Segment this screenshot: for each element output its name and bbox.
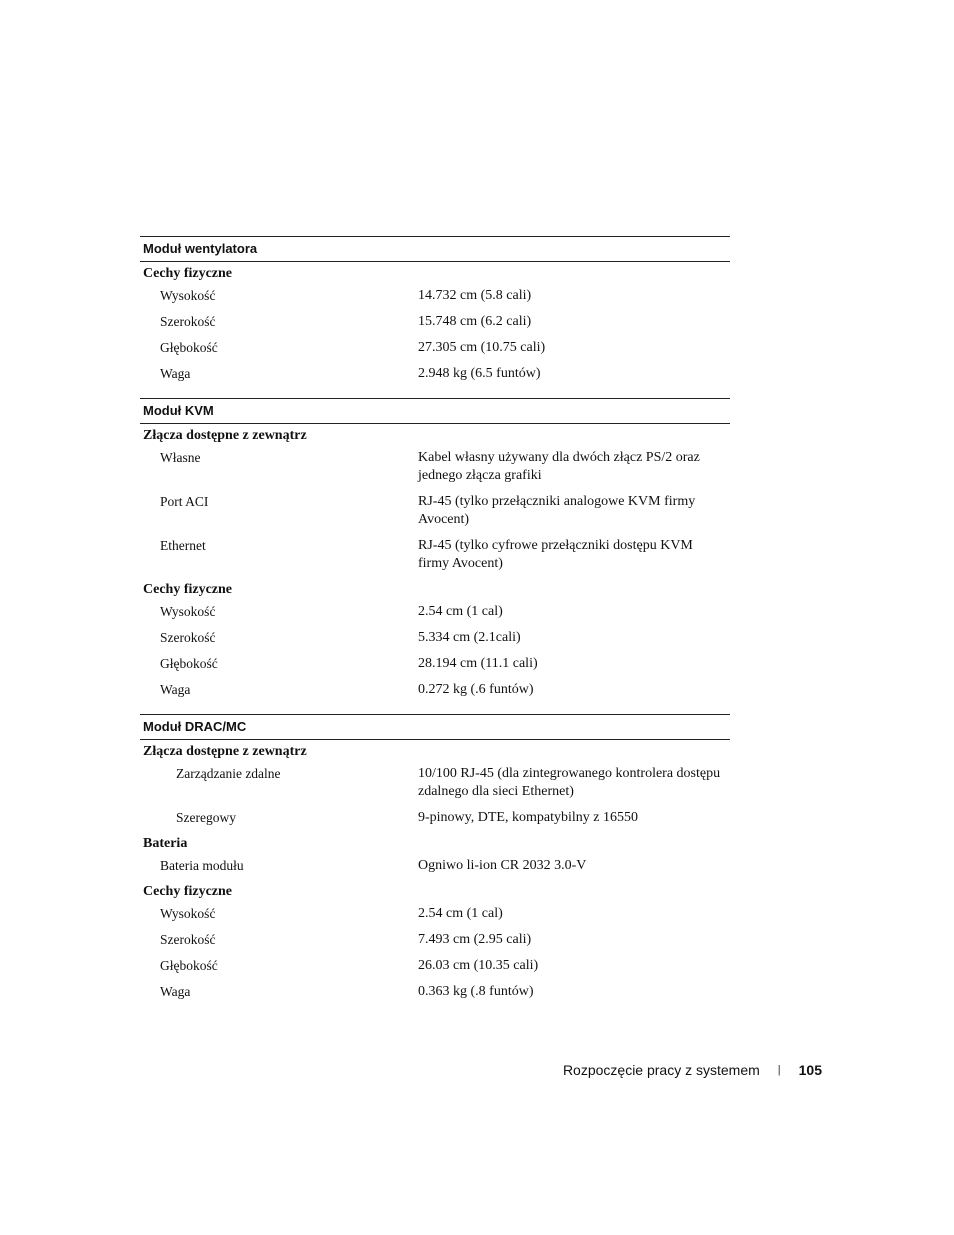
spec-row (140, 905, 730, 923)
spec-label: Szerokość (160, 932, 216, 947)
spec-value: 0.272 kg (.6 funtów) (418, 682, 534, 697)
spec-row (140, 957, 730, 975)
group-heading: Cechy fizyczne (143, 266, 233, 281)
spec-value: RJ-45 (tylko cyfrowe przełączniki dostępu KVM firmy Avocent) (418, 538, 693, 571)
spec-value: 10/100 RJ-45 (dla zintegrowanego kontrolera dostępu zdalnego dla sieci Ethernet) (418, 766, 721, 799)
spec-label: Głębokość (160, 340, 218, 355)
spec-value: 7.493 cm (2.95 cali) (418, 932, 532, 947)
spec-row (140, 931, 730, 949)
spec-value: Ogniwo li-ion CR 2032 3.0-V (418, 858, 587, 873)
spec-row (140, 449, 730, 485)
spec-value: RJ-45 (tylko przełączniki analogowe KVM firmy Avocent) (418, 494, 696, 527)
spec-label: Wysokość (160, 604, 216, 619)
spec-row (140, 765, 730, 801)
spec-row (140, 629, 730, 647)
spec-value: 26.03 cm (10.35 cali) (418, 958, 539, 973)
spec-label: Port ACI (160, 494, 209, 509)
spec-label: Waga (160, 682, 191, 697)
spec-value: 0.363 kg (.8 funtów) (418, 984, 534, 999)
spec-label: Głębokość (160, 656, 218, 671)
spec-label: Zarządzanie zdalne (176, 766, 281, 781)
spec-label: Wysokość (160, 906, 216, 921)
section-title: Moduł DRAC/MC (140, 714, 730, 740)
spec-label: Bateria modułu (160, 858, 244, 873)
spec-row (140, 339, 730, 357)
spec-table (140, 236, 730, 1009)
spec-label: Szerokość (160, 314, 216, 329)
spec-label: Ethernet (160, 538, 206, 553)
group-heading: Bateria (143, 836, 188, 851)
spec-value: 2.54 cm (1 cal) (418, 604, 503, 619)
spec-row (140, 365, 730, 383)
group-heading: Złącza dostępne z zewnątrz (143, 428, 307, 443)
spec-label: Waga (160, 984, 191, 999)
spec-label: Szeregowy (176, 810, 236, 825)
spec-value: Kabel własny używany dla dwóch złącz PS/2 oraz jednego złącza grafiki (418, 450, 700, 483)
spec-label: Waga (160, 366, 191, 381)
page-number: 105 (798, 1062, 822, 1078)
spec-value: 14.732 cm (5.8 cali) (418, 288, 532, 303)
spec-label: Wysokość (160, 288, 216, 303)
spec-label: Głębokość (160, 958, 218, 973)
spec-value: 28.194 cm (11.1 cali) (418, 656, 538, 671)
spec-row (140, 655, 730, 673)
spec-row (140, 857, 730, 875)
group-heading: Cechy fizyczne (143, 884, 233, 899)
spec-row (140, 493, 730, 529)
spec-value: 27.305 cm (10.75 cali) (418, 340, 546, 355)
section-drac-mc-module (140, 714, 730, 1001)
spec-row (140, 983, 730, 1001)
spec-row (140, 809, 730, 827)
spec-label: Szerokość (160, 630, 216, 645)
spec-row (140, 287, 730, 305)
spec-value: 9-pinowy, DTE, kompatybilny z 16550 (418, 810, 638, 825)
spec-row (140, 313, 730, 331)
spec-row (140, 603, 730, 621)
footer-separator: | (777, 1064, 781, 1076)
chapter-title: Rozpoczęcie pracy z systemem (562, 1062, 760, 1078)
group-heading: Złącza dostępne z zewnątrz (143, 744, 307, 759)
spec-label: Własne (160, 450, 201, 465)
section-title: Moduł KVM (140, 398, 730, 424)
section-fan-module (140, 236, 730, 383)
spec-value: 5.334 cm (2.1cali) (418, 630, 521, 645)
spec-value: 15.748 cm (6.2 cali) (418, 314, 532, 329)
spec-row (140, 537, 730, 573)
section-kvm-module (140, 398, 730, 699)
page-footer (500, 1061, 822, 1079)
section-title: Moduł wentylatora (140, 236, 730, 262)
spec-value: 2.948 kg (6.5 funtów) (418, 366, 541, 381)
spec-row (140, 681, 730, 699)
spec-value: 2.54 cm (1 cal) (418, 906, 503, 921)
group-heading: Cechy fizyczne (143, 582, 233, 597)
